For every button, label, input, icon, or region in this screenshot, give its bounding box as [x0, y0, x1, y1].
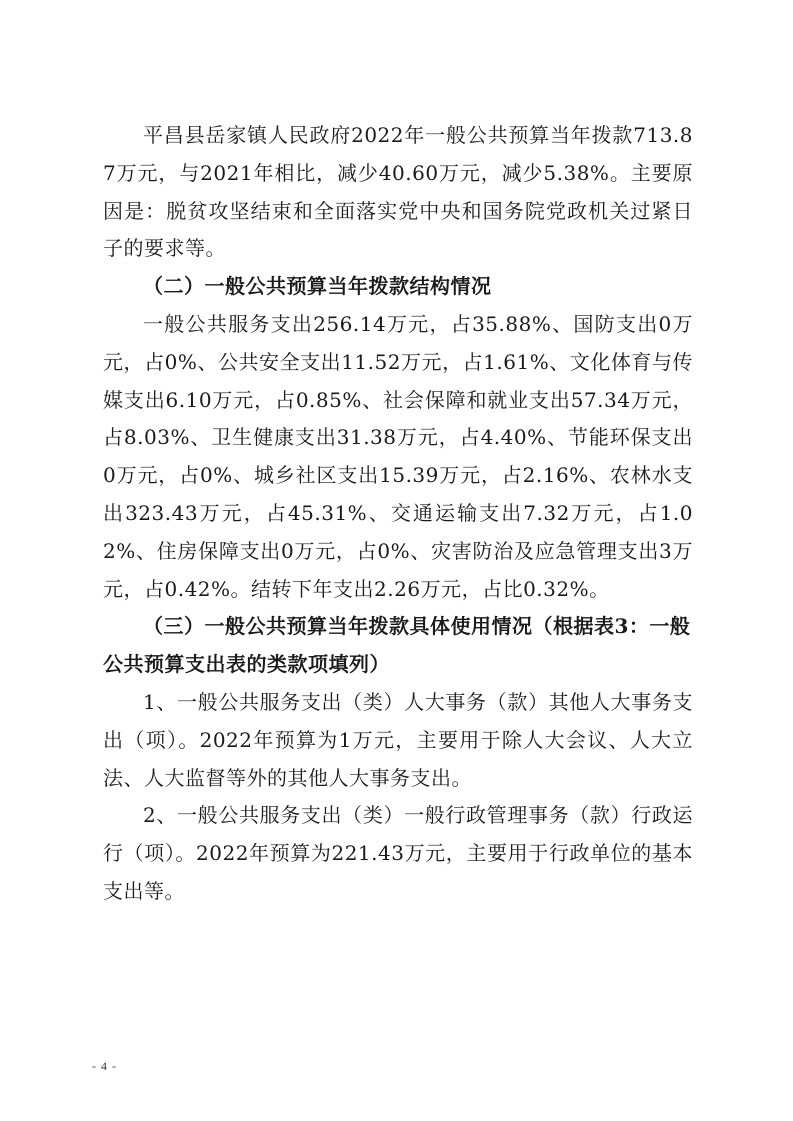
- heading-structure: （二）一般公共预算当年拨款结构情况: [143, 274, 492, 299]
- heading-specific-usage: （三）一般公共预算当年拨款具体使用情况（根据表3：一般公共预算支出表的类款项填列）: [103, 614, 691, 677]
- page-number: - 4 -: [92, 1059, 117, 1073]
- paragraph-item-1: 1、一般公共服务支出（类）人大事务（款）其他人大事务支出（项）。2022年预算为1万元，主要用于除人大会议、人大立法、人大监督等外的其他人大事务支出。: [103, 689, 693, 790]
- paragraph-item-2: 2、一般公共服务支出（类）一般行政管理事务（款）行政运行（项）。2022年预算为221.43万元，主要用于行政单位的基本支出等。: [103, 803, 693, 903]
- paragraph-structure-details: 一般公共服务支出256.14万元，占35.88%、国防支出0万元，占0%、公共安全支出11.52万元，占1.61%、文化体育与传媒支出6.10万元，占0.85%、社会保障和就业支出57.34万元，占8.03%、卫生健康支出31.38万元，占4.40%、节能环保支出0万元，占0%、城乡社区支出15.39万元，占2.16%、农林水支出323.43万元，占45.31%、交通运输支出7.32万元，占1.02%、住房保障支出0万元，占0%、灾害防治及应急管理支出3万元，占0.42%。结转下年支出2.26万元，占比0.32%。: [103, 311, 693, 601]
- document-body: [103, 117, 693, 911]
- paragraph-budget-overview: 平昌县岳家镇人民政府2022年一般公共预算当年拨款713.87万元，与2021年相比，减少40.60万元，减少5.38%。主要原因是：脱贫攻坚结束和全面落实党中央和国务院党政机关过紧日子的要求等。: [103, 123, 693, 261]
